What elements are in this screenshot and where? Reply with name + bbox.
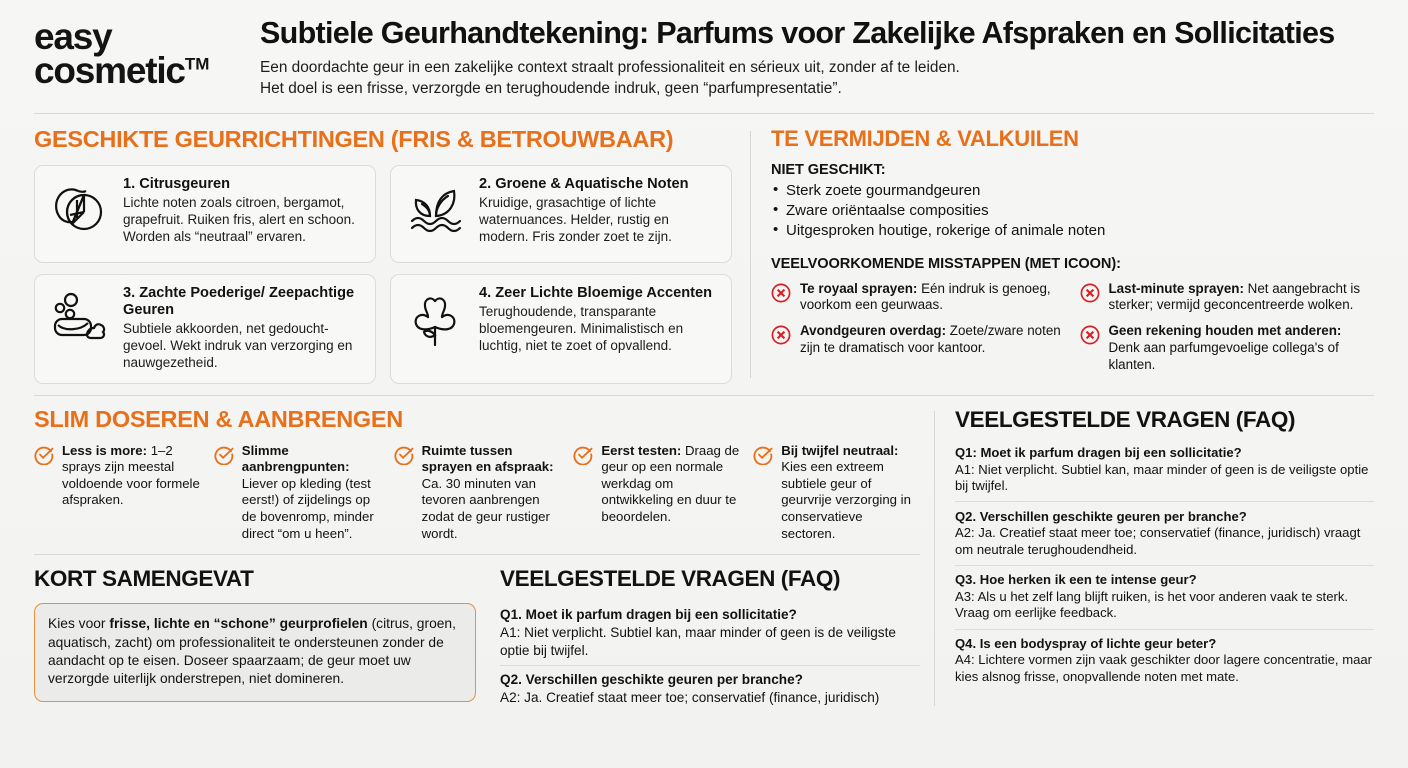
- suitable-card-3-title: 3. Zachte Poederige/ Zeepachtige Geuren: [123, 284, 355, 318]
- suitable-card-3-text: Subtiele akkoorden, net gedoucht-gevoel. Wekt indruk van verzorging en nauwgezetheid.: [123, 320, 353, 371]
- pitfalls-label: VEELVOORKOMENDE MISSTAPPEN (MET ICOON):: [771, 255, 1121, 272]
- flower-icon: [401, 285, 469, 349]
- dosing-section-title: SLIM DOSEREN & AANBRENGEN: [34, 405, 403, 432]
- band-summary-and-midfaq: [34, 555, 920, 712]
- suitable-card-4: [390, 274, 732, 384]
- brand-line-1: easy: [34, 16, 112, 57]
- dosing-and-summary-column: [34, 407, 934, 712]
- pitfall-1-bold: Te royaal sprayen:: [800, 280, 918, 296]
- summary-bold: frisse, lichte en “schone” geurprofielen: [109, 616, 368, 632]
- suitable-card-2-text: Kruidige, grasachtige of lichte waternuances. Helder, rustig en modern. Fris zonder zoet te zijn.: [479, 194, 672, 245]
- vertical-divider-2: [934, 411, 935, 706]
- suitable-card-1-text: Lichte noten zoals citroen, bergamot, grapefruit. Ruiken fris, alert en schoon. Worden als “neutraal” ervaren.: [123, 194, 355, 245]
- x-circle-icon: [1080, 281, 1101, 303]
- faq-question: Q4. Is een bodyspray of lichte geur beter?: [955, 636, 1217, 652]
- faq-right-title: VEELGESTELDE VRAGEN (FAQ): [955, 406, 1296, 432]
- pitfall-2-text: Net aangebracht is sterker; vermijd geconcentreerde wolken.: [1108, 280, 1361, 313]
- faq-question: Q2. Verschillen geschikte geuren per branche?: [955, 508, 1247, 524]
- suitable-section-title: GESCHIKTE GEURRICHTINGEN (FRIS & BETROUWBAAR): [34, 125, 674, 152]
- faq-item[interactable]: [500, 601, 920, 664]
- pitfall-item-4: [1080, 323, 1375, 374]
- suitable-card-1-title: 1. Citrusgeuren: [123, 175, 231, 192]
- page-title: Subtiele Geurhandtekening: Parfums voor Zakelijke Afspraken en Sollicitaties: [260, 16, 1335, 50]
- suitable-cards: [34, 165, 732, 384]
- dosing-tip-4-bold: Eerst testen:: [601, 442, 682, 458]
- suitable-card-3: [34, 274, 376, 384]
- dosing-tip-1-text: 1–2 sprays zijn meestal voldoende voor formele afspraken.: [62, 442, 200, 508]
- pitfall-3-bold: Avondgeuren overdag:: [800, 323, 947, 339]
- x-circle-icon: [771, 281, 792, 303]
- header-subtitle-line-1: Een doordachte geur in een zakelijke context straalt professionaliteit en sérieux uit, zonder af te leiden.: [260, 59, 960, 77]
- summary-title: KORT SAMENGEVAT: [34, 566, 254, 592]
- dosing-tip-2: [214, 443, 381, 543]
- trademark-symbol: TM: [184, 55, 210, 75]
- dosing-tip-5-bold: Bij twijfel neutraal:: [781, 442, 899, 458]
- lemon-citrus-icon: [45, 176, 113, 236]
- check-circle-icon: [214, 443, 235, 465]
- faq-answer: A2: Ja. Creatief staat meer toe; conservatief (finance, juridisch) vraagt om neutrale terughoudendheid.: [955, 525, 1361, 557]
- check-circle-icon: [34, 443, 55, 465]
- pitfall-item-1: [771, 281, 1066, 315]
- faq-question: Q1. Moet ik parfum dragen bij een sollicitatie?: [500, 607, 797, 623]
- dosing-tip-1: [34, 443, 201, 543]
- dosing-tip-2-text: Liever op kleding (test eerst!) of zijdelings op de bovenromp, minder direct “om u heen”.: [241, 475, 374, 541]
- faq-right-list: [955, 439, 1374, 692]
- faq-mid-title: VEELGESTELDE VRAGEN (FAQ): [500, 566, 841, 592]
- suitable-card-2: [390, 165, 732, 263]
- dosing-tip-3: [394, 443, 561, 543]
- summary-section: [34, 566, 496, 712]
- x-circle-icon: [1080, 323, 1101, 345]
- brand-logo: [34, 14, 242, 92]
- dosing-tip-4: [573, 443, 740, 543]
- pitfall-item-3: [771, 323, 1066, 374]
- brand-line-2: cosmetic: [34, 50, 185, 92]
- suitable-section: [34, 127, 750, 384]
- leaf-water-icon: [401, 176, 469, 236]
- pitfall-4-bold: Geen rekening houden met anderen:: [1108, 323, 1342, 339]
- not-suitable-label: NIET GESCHIKT:: [771, 161, 886, 178]
- list-item: • Sterk zoete gourmandgeuren: [771, 181, 1374, 201]
- avoid-section: [767, 127, 1374, 384]
- header: [34, 0, 1374, 100]
- summary-box: [34, 603, 476, 701]
- faq-question: Q2. Verschillen geschikte geuren per branche?: [500, 671, 803, 687]
- faq-answer: A1: Niet verplicht. Subtiel kan, maar minder of geen is de veiligste optie bij twijfel.: [955, 461, 1369, 494]
- header-text: [260, 14, 1374, 100]
- faq-mid-list: [500, 601, 920, 712]
- band-dosing-and-faq: [34, 396, 1374, 712]
- dosing-tip-3-bold: Ruimte tussen sprayen en afspraak:: [421, 442, 554, 475]
- check-circle-icon: [394, 443, 415, 465]
- soap-bubbles-icon: [45, 285, 113, 347]
- list-item: • Uitgesproken houtige, rokerige of animale noten: [771, 221, 1374, 241]
- suitable-card-4-title: 4. Zeer Lichte Bloemige Accenten: [479, 284, 713, 301]
- pitfalls-grid: [771, 281, 1374, 374]
- faq-item[interactable]: [955, 565, 1374, 629]
- not-suitable-list: [771, 181, 1374, 242]
- faq-answer: A4: Lichtere vormen zijn vaak geschikter door lagere concentratie, maar kies alsnog frisse, onopvallende noten met mate.: [955, 652, 1373, 685]
- dosing-tip-2-bold: Slimme aanbrengpunten:: [241, 442, 350, 475]
- dosing-tip-1-bold: Less is more:: [62, 442, 148, 458]
- faq-item[interactable]: [955, 629, 1374, 693]
- vertical-divider-1: [750, 131, 751, 378]
- suitable-card-4-text: Terughoudende, transparante bloemengeuren. Minimalistisch en luchtig, niet te zoet of opvallend.: [479, 303, 684, 354]
- check-circle-icon: [753, 443, 774, 465]
- list-item: • Zware oriëntaalse composities: [771, 201, 1374, 221]
- dosing-tips: [34, 443, 920, 543]
- faq-mid-section: [496, 566, 920, 712]
- faq-answer: A1: Niet verplicht. Subtiel kan, maar minder of geen is de veiligste optie bij twijfel.: [500, 625, 896, 658]
- dosing-tip-5: [753, 443, 920, 543]
- faq-answer: A3: Als u het zelf lang blijft ruiken, is het voor anderen vaak te sterk. Vraag om eerlijke feedback.: [955, 588, 1349, 621]
- x-circle-icon: [771, 323, 792, 345]
- check-circle-icon: [573, 443, 594, 465]
- band-suitable-and-avoid: [34, 114, 1374, 384]
- faq-item[interactable]: [955, 501, 1374, 565]
- pitfall-4-text: Denk aan parfumgevoelige collega's of klanten.: [1108, 340, 1339, 373]
- faq-question: Q1: Moet ik parfum dragen bij een sollicitatie?: [955, 445, 1242, 461]
- dosing-tip-4-text: Draag de geur op een normale werkdag om ontwikkeling en duur te beoordelen.: [601, 442, 740, 525]
- summary-part-2: (citrus, groen, aquatisch, zacht) om professionaliteit te ondersteunen zonder de aandacht op te eisen. Doseer spaarzaam; de geur moet uw verzorgde uiterlijk onderstrepen, niet domineren.: [48, 616, 456, 687]
- faq-item[interactable]: [500, 665, 920, 712]
- faq-question: Q3. Hoe herken ik een te intense geur?: [955, 572, 1197, 588]
- header-subtitle-line-2: Het doel is een frisse, verzorgde en terughoudende indruk, geen “parfumpresentatie”.: [260, 80, 842, 98]
- summary-part-1: Kies voor: [48, 616, 110, 632]
- pitfall-1-text: Eén indruk is genoeg, voorkom een geurwaas.: [800, 280, 1051, 313]
- pitfall-2-bold: Last-minute sprayen:: [1108, 280, 1244, 296]
- pitfall-3-text: Zoete/zware noten zijn te dramatisch voor kantoor.: [800, 323, 1061, 356]
- dosing-tip-3-text: Ca. 30 minuten van tevoren aanbrengen zodat de geur rustiger wordt.: [421, 475, 550, 541]
- faq-item[interactable]: [955, 439, 1374, 502]
- header-subtitle: [260, 57, 1374, 100]
- suitable-card-2-title: 2. Groene & Aquatische Noten: [479, 175, 689, 192]
- dosing-tip-5-text: Kies een extreem subtiele geur of geurvrije verzorging in conservatieve sectoren.: [781, 459, 911, 541]
- avoid-section-title: TE VERMIJDEN & VALKUILEN: [771, 125, 1079, 151]
- faq-right-section: [951, 407, 1374, 712]
- faq-answer: A2: Ja. Creatief staat meer toe; conservatief (finance, juridisch): [500, 689, 880, 705]
- suitable-card-1: [34, 165, 376, 263]
- pitfall-item-2: [1080, 281, 1375, 315]
